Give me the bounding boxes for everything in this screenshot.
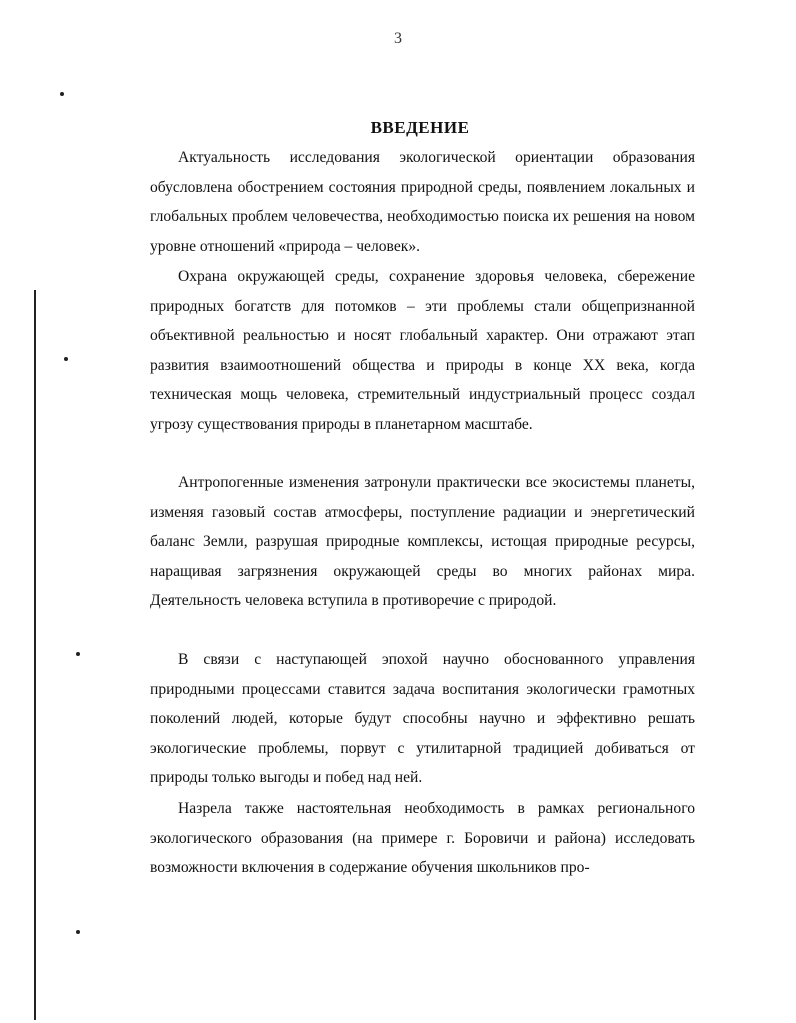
paragraph-5: Назрела также настоятельная необходимость в рамках регионального экологического образования (на примере г. Боровичи и района) исследовать возможности включения в содержание обучения школьников про- [150,800,695,876]
scan-margin-dot [60,92,64,96]
page-number: 3 [394,30,402,47]
body-text [150,262,695,439]
body-text [150,468,695,616]
body-text [150,143,695,261]
paragraph-2: Охрана окружающей среды, сохранение здоровья человека, сбережение природных богатств для потомков – эти проблемы стали общепризнанной объективной реальностью и носят глобальный характер. Они отражают этап развития взаимоотношений общества и природы в конце XX века, когда техническая мощь человека, стремительный индустриальный процесс создал угрозу существования природы в планетарном масштабе. [150,268,695,433]
scan-margin-dot [64,357,68,361]
page-title: ВВЕДЕНИЕ [370,118,470,137]
scan-margin-dot [76,930,80,934]
body-text [150,645,695,793]
paragraph-4: В связи с наступающей эпохой научно обоснованного управления природными процессами ставится задача воспитания экологически грамотных поколений людей, которые будут способны научно и эффективно решать экологические проблемы, порвут с утилитарной традицией добиваться от природы только выгоды и побед над ней. [150,651,695,786]
scan-margin-dot [76,652,80,656]
paragraph-1: Актуальность исследования экологической ориентации образования обусловлена обострением состояния природной среды, появлением локальных и глобальных проблем человечества, необходимостью поиска их решения на новом уровне отношений «природа – человек». [150,149,695,255]
body-text [150,794,695,883]
scan-margin-line [34,290,36,1020]
paragraph-3: Антропогенные изменения затронули практически все экосистемы планеты, изменяя газовый состав атмосферы, поступление радиации и энергетический баланс Земли, разрушая природные комплексы, истощая природные ресурсы, наращивая загрязнения окружающей среды во многих районах мира. Деятельность человека вступила в противоречие с природой. [150,474,695,609]
